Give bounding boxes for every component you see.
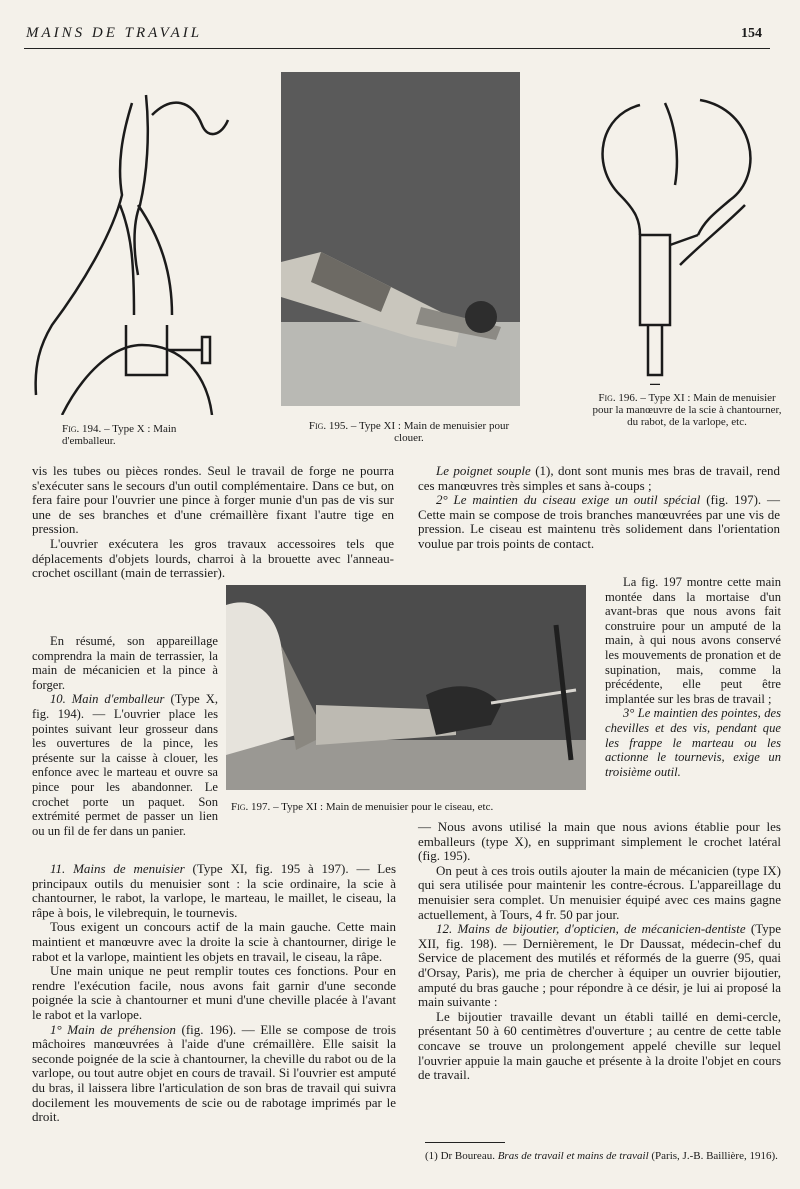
- para-r2-ref: (fig. 197).: [706, 492, 762, 508]
- para-6: Tous exigent un concours actif de la main gauche. Cette main maintient et manœuvre avec la droite la scie à chantourner, dirige le rabot et la varlope, maintient les objets en travail, le ciseau, la râpe.: [32, 919, 396, 964]
- footnote-title: Bras de travail et mains de travail: [497, 1150, 649, 1162]
- para-5-body: — Les principaux outils du menuisier sont : la scie ordinaire, la scie à chantourner, le rabot, la varlope, le marteau, le maillet, le ciseau, la râpe à bois, le vilebrequin, le tournevis.: [32, 861, 397, 920]
- right-col-narrow: [605, 575, 781, 779]
- fig-194-label: Fig. 194.: [62, 423, 102, 435]
- para-r1: [418, 464, 780, 493]
- para-r2-head: 2° Le maintien du ciseau exige un outil spécial: [436, 492, 701, 508]
- para-3: En résumé, son appareillage comprendra la main de terrassier, la main de mécanicien et la pince à forger.: [32, 634, 218, 692]
- para-5-ref: (Type XI, fig. 195 à 197).: [192, 861, 349, 876]
- fig-195-label: Fig. 195.: [308, 420, 349, 432]
- para-r1-head: Le poignet souple: [436, 463, 531, 478]
- para-r7: Le bijoutier travaille devant un établi taillé en demi-cercle, présentant 50 à 60 centimètres d'ouverture ; au centre de cette table concave se trouve un prolongement appelé cheville sur lequel l'ouvrier appuie la main gauche et présente à la droite l'objet en cours de travail.: [418, 1008, 781, 1083]
- left-col-top: [32, 464, 394, 581]
- fig-195-text: – Type XI : Main de menuisier pour clouer.: [350, 420, 510, 444]
- para-5: [32, 862, 396, 920]
- para-7: Une main unique ne peut remplir toutes ces fonctions. Pour en rendre l'exécution facile, nous avons fait garnir d'une seconde poignée la scie à chantourner et muni d'une cheville placée à l'avant le rabot et la varlope.: [32, 963, 396, 1022]
- para-8-ref: (fig. 196).: [181, 1021, 237, 1037]
- left-col-narrow: [32, 634, 218, 838]
- para-r2: [418, 493, 780, 551]
- page-number: 154: [741, 26, 762, 41]
- para-1: vis les tubes ou pièces rondes. Seul le travail de forge ne pourra s'exécuter sans le secours d'un outil complémentaire. Dans ce but, on fera faire pour l'ouvrier une pince à forger munie d'un pas de vis sur une de ses branches et d'une crémaillère fixant l'autre tige en pression.: [32, 463, 394, 537]
- left-col-bottom: [32, 862, 396, 1125]
- para-r1-body: (1), dont sont munis mes bras de travail, rend ces manœuvres très simples et sans à-coups ;: [418, 463, 781, 493]
- para-r4: — Nous avons utilisé la main que nous avions établie pour les emballeurs (type X), en supprimant simplement le crochet latéral (fig. 195).: [418, 819, 781, 864]
- para-r2-body: — Cette main se compose de trois branches manœuvrées par une vis de pression. Le ciseau est maintenu très solidement dans l'orientation voulue par trois points de contact.: [418, 492, 781, 551]
- para-r3: La fig. 197 montre cette main montée dans la mortaise d'un avant-bras que nous avons fait construire pour un amputé de la main, à qui nous avons conservé les mouvements de pronation et de supination, mais, comme la précédente, elle peut être implantée sur les bras de travail ;: [605, 575, 781, 706]
- para-r6: [418, 922, 781, 1010]
- footnote-pub: (Paris, J.-B. Baillière, 1916).: [651, 1150, 778, 1162]
- fig-197-photo: [226, 585, 586, 790]
- fig-197-text: – Type XI : Main de menuisier pour le ciseau, etc.: [273, 801, 494, 813]
- para-8-body: — Elle se compose de trois mâchoires manœuvrées à l'aide d'une crémaillère. Elle saisit la seconde poignée de la scie à chantourner, la cheville du rabot ou de la varlope, ou tout autre objet en cours de travail. Si l'ouvrier est amputé du bras, il laissera libre l'articulation de son bras de travail qui suivra docilement les mouvements de scie ou de rabotage imprimés par le droit.: [32, 1021, 397, 1125]
- right-col-bottom: [418, 820, 781, 1083]
- header-rule: [24, 48, 770, 49]
- para-r6-body: — Dernièrement, le Dr Daussat, médecin-chef du Service de placement des mutilés et réformés de la guerre (95, quai d'Orsay, Paris), me pria de chercher à équiper un ouvrier bijoutier, amputé du bras gauche ; pour répondre à ce désir, je lui ai proposé la main suivante :: [418, 935, 782, 1010]
- fig-196-text: – Type XI : Main de menuisier pour la manœuvre de la scie à chantourner, du rabot, de la varlope, etc.: [592, 392, 782, 428]
- para-r6-ref: (Type XII, fig. 198).: [418, 921, 781, 951]
- fig-196-drawing: [580, 85, 780, 385]
- fig-196-label: Fig. 196.: [598, 392, 638, 404]
- para-2: L'ouvrier exécutera les gros travaux accessoires tels que déplacements d'objets lourds, charroi à la brouette avec l'anneau-crochet oscillant (main de terrassier).: [32, 535, 394, 581]
- fig-195-caption: [299, 420, 519, 444]
- fig-194-caption: [62, 423, 232, 447]
- right-col-top: [418, 464, 780, 552]
- fig-197-caption: [231, 801, 591, 813]
- para-5-head: 11. Mains de menuisier: [50, 861, 185, 876]
- fig-195-photo: [281, 72, 520, 406]
- running-title: MAINS DE TRAVAIL: [26, 25, 203, 41]
- fig-194-text: – Type X : Main d'emballeur.: [62, 423, 177, 447]
- footnote-rule: [425, 1142, 505, 1143]
- para-r6-head: 12. Mains de bijoutier, d'opticien, de mécanicien-dentiste: [436, 921, 746, 937]
- para-8: [32, 1023, 396, 1125]
- para-4-head: 10. Main d'emballeur: [50, 692, 165, 707]
- footnote-author: (1) Dr Boureau.: [425, 1150, 495, 1162]
- para-4-body: — L'ouvrier place les pointes suivant leur grosseur dans les ouvertures de la pince, les présente sur la caisse à clouer, les enfonce avec le marteau et ouvre sa pince pour les abandonner. Le crochet porte un paquet. Son extrémité permet de passer un lien ou un fil de fer dans un panier.: [32, 706, 218, 838]
- para-8-head: 1° Main de préhension: [50, 1021, 176, 1037]
- fig-194-drawing: [22, 75, 244, 415]
- footnote: [425, 1150, 781, 1163]
- para-r4-head: [605, 706, 781, 779]
- para-4-ref: (Type X, fig. 194).: [32, 692, 218, 721]
- para-r5: On peut à ces trois outils ajouter la main de mécanicien (type IX) qui sera utilisée pour maintenir les contre-écrous. L'appareillage du menuisier sera complet. Un menuisier équipé avec ces mains gagne actuellement, à Tours, 4 fr. 50 par jour.: [418, 862, 781, 922]
- fig-197-label: Fig. 197.: [231, 801, 271, 813]
- para-r4-head-text: 3° Le maintien des pointes, des chevilles et des vis, pendant que les frappe le marteau ou les actionne le tournevis, exige un troisième outil.: [605, 706, 781, 779]
- fig-196-caption: [592, 392, 782, 428]
- para-4: [32, 692, 218, 838]
